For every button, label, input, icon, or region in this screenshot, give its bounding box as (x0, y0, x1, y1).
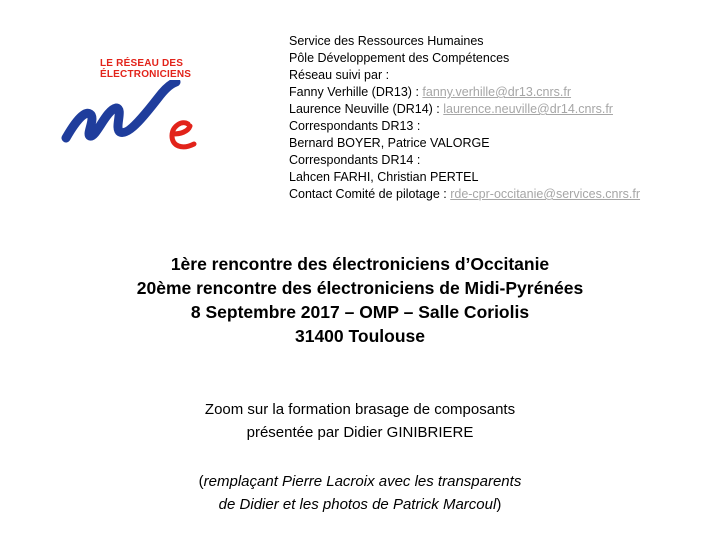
contact-line: Service des Ressources Humaines (289, 34, 484, 48)
contact-line: Lahcen FARHI, Christian PERTEL (289, 170, 479, 184)
subtitle-line: présentée par Didier GINIBRIERE (246, 424, 474, 441)
contact-line: Bernard BOYER, Patrice VALORGE (289, 136, 490, 150)
contact-label: Contact Comité de pilotage : (289, 187, 451, 201)
note-text: remplaçant Pierre Lacroix avec les transparents (203, 473, 522, 490)
network-logo (60, 58, 210, 170)
contact-line (289, 186, 640, 203)
email-link[interactable]: laurence.neuville@dr14.cnrs.fr (443, 102, 613, 116)
credits-note (0, 470, 720, 516)
note-line (0, 493, 720, 516)
contact-line (289, 84, 640, 101)
title-line: 20ème rencontre des électroniciens de Midi-Pyrénées (136, 278, 584, 298)
subtitle-line: Zoom sur la formation brasage de composants (204, 401, 516, 418)
open-paren: ( (198, 473, 204, 490)
contact-line: Pôle Développement des Compétences (289, 51, 510, 65)
close-paren: ) (496, 496, 502, 513)
logo-line-2: ÉLECTRONICIENS (100, 69, 192, 80)
logo-text (100, 58, 206, 80)
logo-mark-icon (60, 80, 210, 170)
presentation-subtitle (0, 398, 720, 444)
logo-e-stroke (172, 123, 194, 147)
title-line: 31400 Toulouse (294, 326, 425, 346)
logo-line-1: LE RÉSEAU DES (100, 58, 184, 69)
contact-line: Réseau suivi par : (289, 68, 390, 82)
contact-line (289, 101, 640, 118)
note-line (0, 470, 720, 493)
title-line: 8 Septembre 2017 – OMP – Salle Coriolis (190, 302, 530, 322)
contact-label: Laurence Neuville (DR14) : (289, 102, 444, 116)
logo-m-stroke (66, 82, 176, 138)
contact-line: Correspondants DR13 : (289, 119, 421, 133)
title-line: 1ère rencontre des électroniciens d’Occitanie (170, 254, 550, 274)
email-link[interactable]: rde-cpr-occitanie@services.cnrs.fr (450, 187, 641, 201)
event-title (0, 252, 720, 348)
contact-line: Correspondants DR14 : (289, 153, 421, 167)
email-link[interactable]: fanny.verhille@dr13.cnrs.fr (422, 85, 572, 99)
note-text: de Didier et les photos de Patrick Marcoul (218, 496, 497, 513)
contact-block (289, 33, 640, 203)
contact-label: Fanny Verhille (DR13) : (289, 85, 423, 99)
